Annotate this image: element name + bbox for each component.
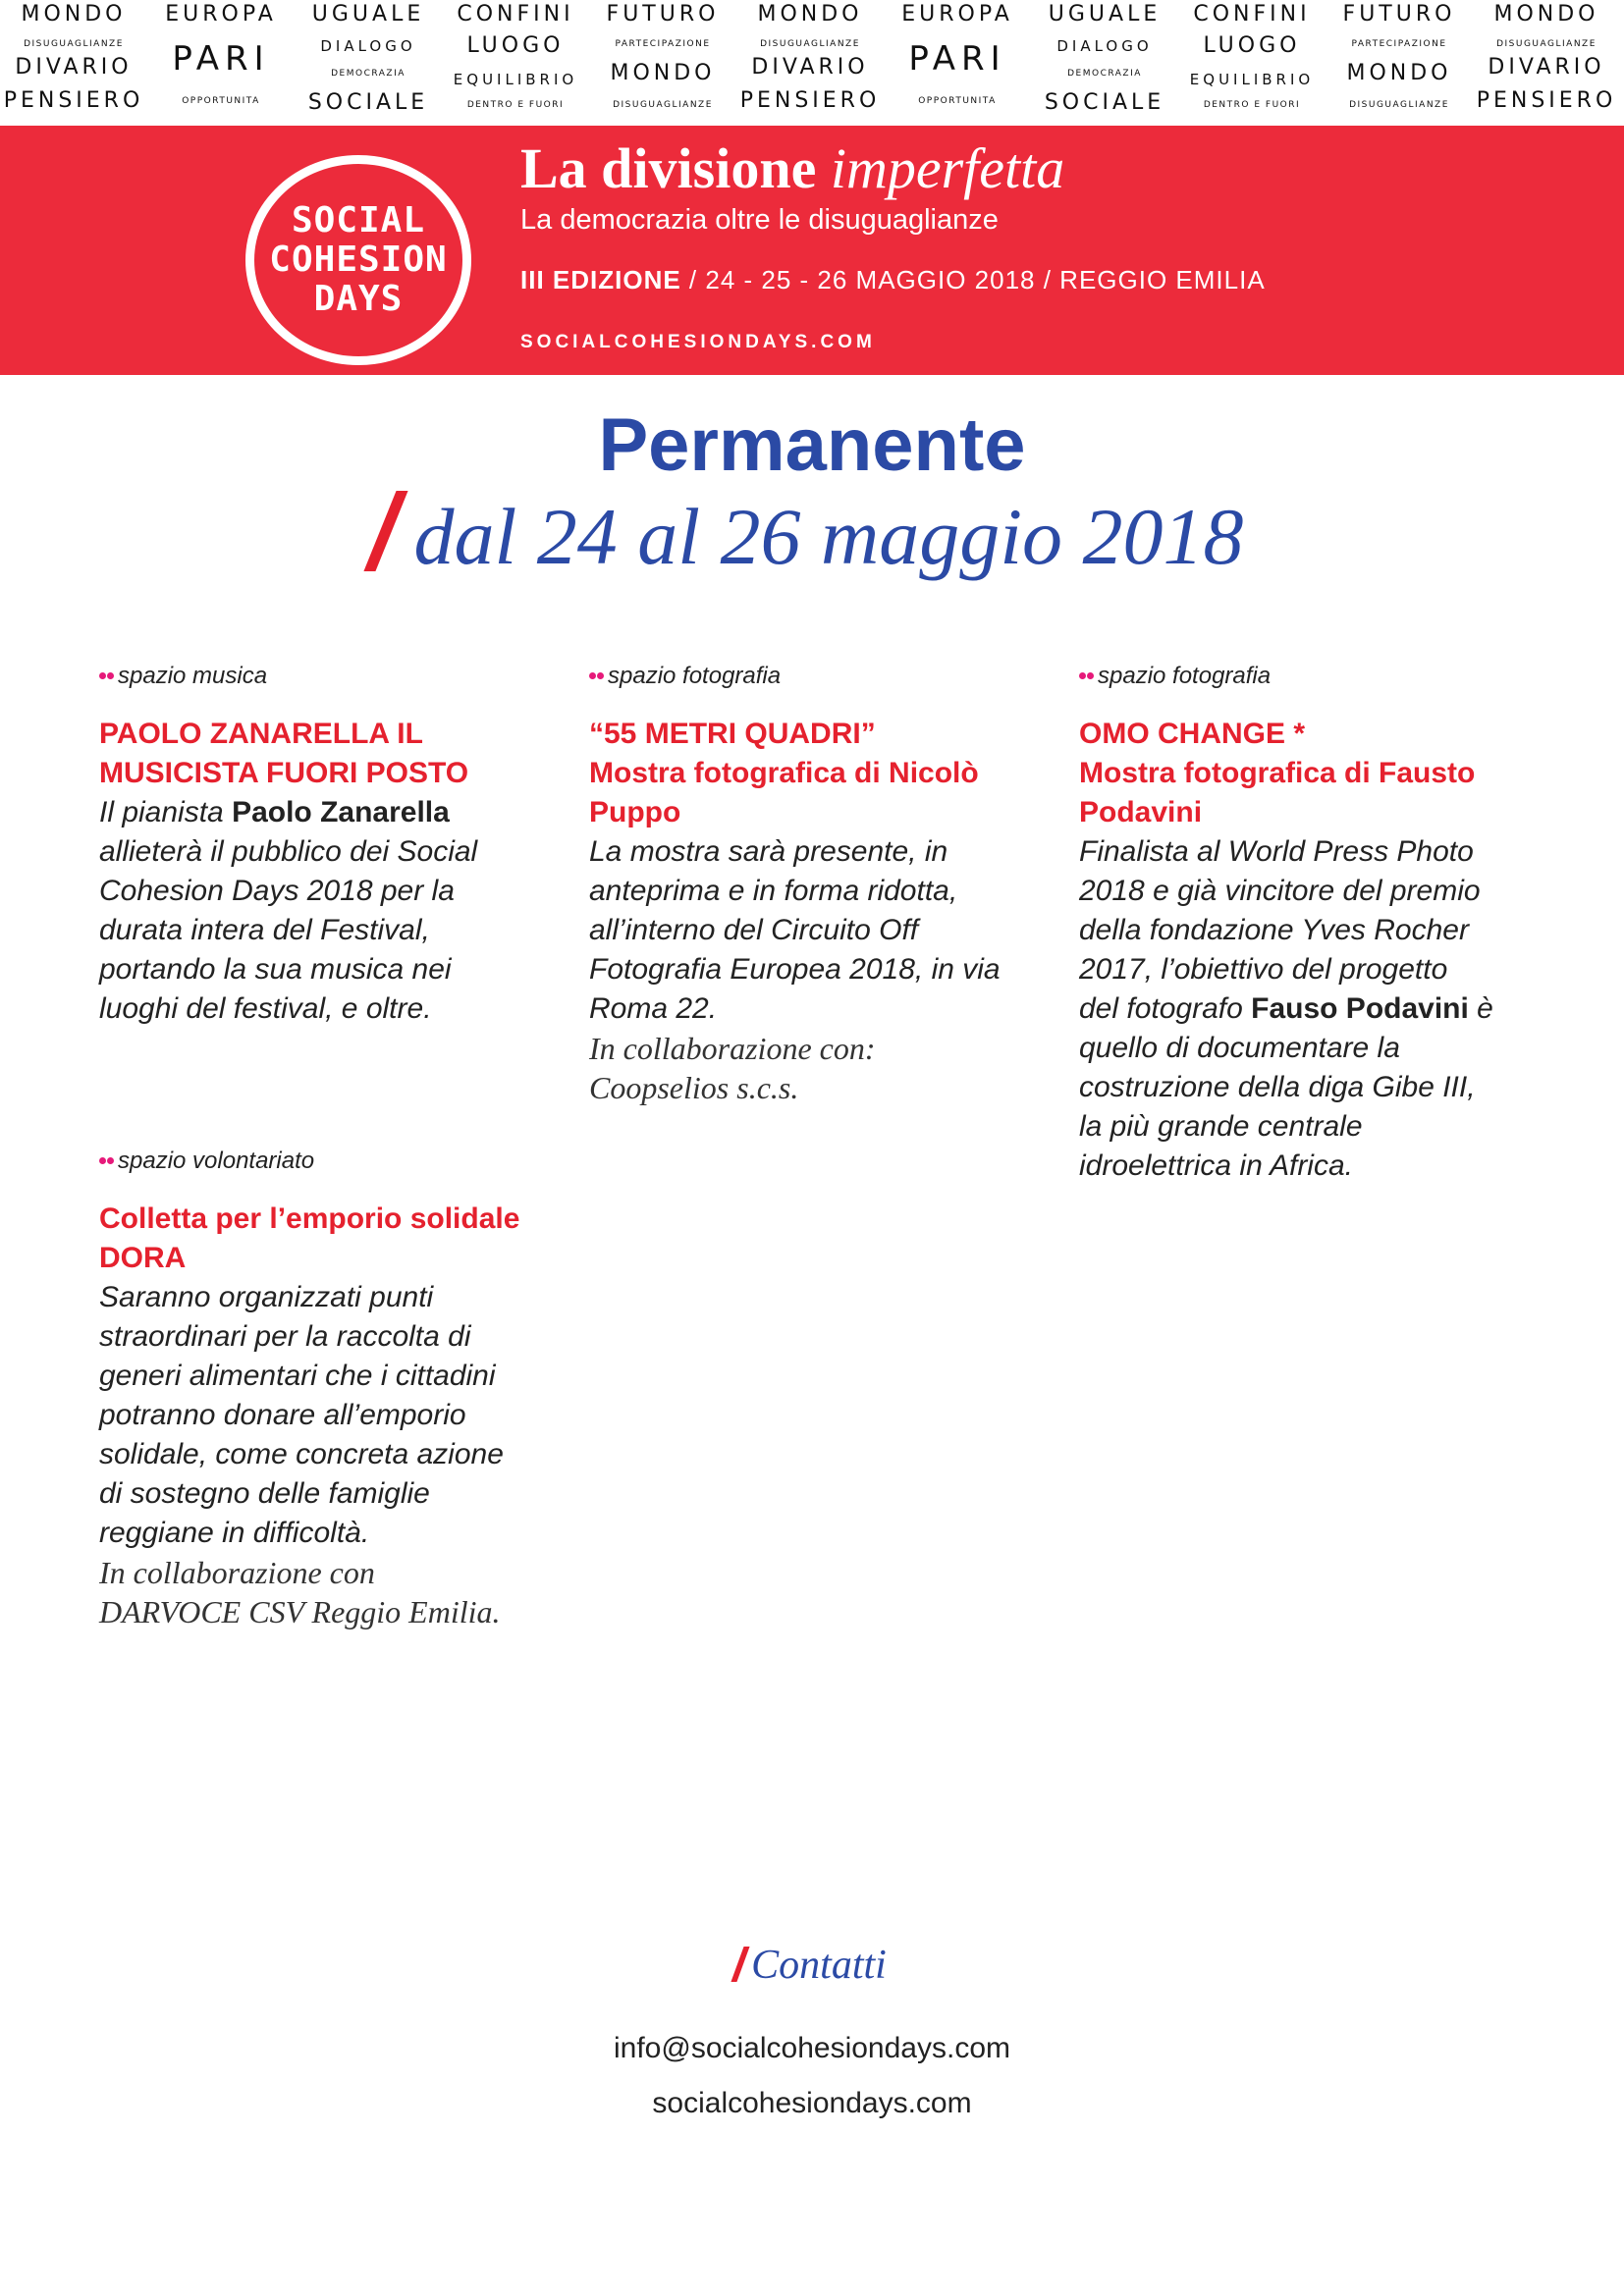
event-category-label: spazio volontariato [118, 1148, 315, 1174]
desc-line: Roma 22. [589, 992, 718, 1025]
festival-title [520, 135, 1064, 201]
desc-line [1079, 989, 1541, 1029]
banner-block [1473, 0, 1620, 126]
banner-word: PARI [908, 39, 1006, 79]
banner-word: SOCIALE [307, 90, 429, 115]
banner-word: DEMOCRAZIA [331, 69, 406, 79]
desc-line: durata intera del Festival, [99, 914, 430, 946]
edition-dates: / 24 - 25 - 26 MAGGIO 2018 / REGGIO EMILIA [680, 265, 1266, 294]
event-block [99, 1145, 561, 1631]
event-block [99, 660, 561, 1029]
logo-line: DAYS [313, 279, 404, 319]
event-title [99, 1200, 561, 1278]
banner-word: DISUGUAGLIANZE [613, 100, 713, 110]
banner-word: FUTURO [1342, 2, 1456, 27]
event-category-label: spazio fotografia [1098, 663, 1272, 689]
event-description [1079, 832, 1541, 1186]
desc-bold: Fauso Podavini [1251, 992, 1469, 1025]
event-category-label: spazio musica [118, 663, 268, 689]
banner-word: FUTURO [606, 2, 720, 27]
banner-word: EUROPA [165, 2, 277, 27]
banner-word: OPPORTUNITÀ [182, 96, 260, 106]
banner-block [736, 0, 884, 126]
banner-word: DIVARIO [1488, 55, 1605, 80]
desc-line: costruzione della diga Gibe III, [1079, 1071, 1476, 1103]
desc-line: La mostra sarà presente, in [589, 835, 948, 868]
desc-text: Il pianista [99, 796, 233, 828]
desc-line: anteprima e in forma ridotta, [589, 875, 958, 907]
desc-line: Cohesion Days 2018 per la [99, 875, 455, 907]
bullet-dots-icon [1079, 672, 1095, 680]
event-block [589, 660, 1051, 1107]
event-title [589, 715, 1051, 832]
desc-line: Finalista al World Press Photo [1079, 835, 1474, 868]
banner-word: MONDO [1493, 2, 1599, 27]
banner-block [442, 0, 589, 126]
event-category-label: spazio fotografia [608, 663, 782, 689]
contact-email[interactable]: info@socialcohesiondays.com [614, 2032, 1010, 2064]
contacts-heading-text: Contatti [751, 1943, 887, 1988]
desc-line: all’interno del Circuito Off [589, 914, 919, 946]
collab-line: In collaborazione con: [589, 1031, 876, 1066]
collab-line: In collaborazione con [99, 1555, 375, 1590]
banner-word: DISUGUAGLIANZE [24, 39, 124, 49]
desc-line: Saranno organizzati punti [99, 1281, 434, 1313]
event-title-line: OMO CHANGE * [1079, 718, 1306, 750]
banner-word: PENSIERO [1476, 88, 1617, 113]
banner-word: PARTECIPAZIONE [615, 39, 711, 49]
bullet-dots-icon [99, 1157, 115, 1165]
banner-word: DIVARIO [15, 55, 133, 80]
event-description [99, 793, 561, 1029]
event-title [1079, 715, 1541, 832]
desc-line: reggiane in difficoltà. [99, 1517, 370, 1549]
desc-line: della fondazione Yves Rocher [1079, 914, 1469, 946]
banner-word: MONDO [610, 61, 716, 85]
banner-word: OPPORTUNITÀ [918, 96, 997, 106]
banner-block [1326, 0, 1473, 126]
banner-word: EQUILIBRIO [453, 71, 578, 88]
festival-title-main: La divisione [520, 136, 831, 200]
banner-word: DISUGUAGLIANZE [760, 39, 860, 49]
event-title [99, 715, 561, 793]
event-title-line: DORA [99, 1242, 187, 1274]
bullet-dots-icon [99, 672, 115, 680]
desc-bold: Paolo Zanarella [232, 796, 450, 828]
event-description [99, 1278, 561, 1553]
banner-word: EQUILIBRIO [1189, 71, 1315, 88]
contact-website[interactable]: socialcohesiondays.com [652, 2087, 972, 2119]
slash-accent [731, 1947, 750, 1982]
banner-word: UGUALE [311, 2, 425, 27]
page-title: Permanente [598, 403, 1026, 487]
desc-line: generi alimentari che i cittadini [99, 1360, 496, 1392]
social-cohesion-days-logo [245, 155, 471, 365]
banner-word: PENSIERO [3, 88, 144, 113]
banner-word: DENTRO E FUORI [1203, 100, 1301, 110]
banner-word: PARI [172, 39, 270, 79]
festival-edition [520, 265, 1266, 295]
bullet-dots-icon [589, 672, 605, 680]
event-block [1079, 660, 1541, 1186]
event-dates [0, 491, 1624, 583]
desc-line: la più grande centrale [1079, 1110, 1363, 1143]
banner-word: PARTECIPAZIONE [1351, 39, 1447, 49]
collab-line: DARVOCE CSV Reggio Emilia. [99, 1594, 501, 1629]
logo-line: COHESION [269, 240, 448, 280]
contacts-heading [0, 1942, 1624, 1989]
festival-title-italic: imperfetta [830, 136, 1065, 200]
event-title-line: Puppo [589, 796, 681, 828]
banner-block [147, 0, 295, 126]
banner-block [0, 0, 147, 126]
event-title-line: “55 METRI QUADRI” [589, 718, 876, 750]
banner-word: DIALOGO [320, 37, 416, 55]
collab-line: Coopselios s.c.s. [589, 1070, 799, 1105]
event-category [99, 1145, 561, 1178]
event-title-line: Mostra fotografica di Nicolò [589, 757, 979, 789]
banner-word: LUOGO [1203, 33, 1301, 58]
event-title-line: MUSICISTA FUORI POSTO [99, 757, 469, 789]
desc-line: potranno donare all’emporio [99, 1399, 466, 1431]
banner-word: DIALOGO [1056, 37, 1153, 55]
banner-block [295, 0, 442, 126]
banner-word: PENSIERO [739, 88, 881, 113]
banner-word: CONFINI [1193, 2, 1311, 27]
banner-block [1178, 0, 1326, 126]
festival-header [0, 126, 1624, 375]
desc-text: del fotografo [1079, 992, 1252, 1025]
desc-line: portando la sua musica nei [99, 953, 452, 986]
banner-word: DEMOCRAZIA [1067, 69, 1142, 79]
event-category [589, 660, 1051, 693]
event-title-line: Colletta per l’emporio solidale [99, 1202, 520, 1235]
desc-line [99, 793, 561, 832]
banner-word: UGUALE [1048, 2, 1162, 27]
desc-text: è [1468, 992, 1493, 1025]
banner-word: MONDO [757, 2, 863, 27]
banner-word: DENTRO E FUORI [466, 100, 565, 110]
banner-block [884, 0, 1031, 126]
banner-word: MONDO [1346, 61, 1452, 85]
desc-line: 2018 e già vincitore del premio [1079, 875, 1481, 907]
desc-line: di sostegno delle famiglie [99, 1477, 430, 1510]
festival-url: SOCIALCOHESIONDAYS.COM [520, 332, 876, 352]
event-title-line: Podavini [1079, 796, 1203, 828]
festival-subtitle: La democrazia oltre le disuguaglianze [520, 204, 999, 236]
event-description [589, 832, 1051, 1029]
banner-word: LUOGO [466, 33, 565, 58]
desc-line: Fotografia Europea 2018, in via [589, 953, 1001, 986]
desc-line: quello di documentare la [1079, 1032, 1400, 1064]
banner-word: DISUGUAGLIANZE [1496, 39, 1597, 49]
logo-line: SOCIAL [291, 200, 426, 240]
banner-block [1031, 0, 1178, 126]
banner-word: DISUGUAGLIANZE [1349, 100, 1449, 110]
desc-line: luoghi del festival, e oltre. [99, 992, 432, 1025]
event-collaboration [99, 1553, 561, 1631]
event-collaboration [589, 1029, 1051, 1107]
event-title-line: PAOLO ZANARELLA IL [99, 718, 423, 750]
event-title-line: Mostra fotografica di Fausto [1079, 757, 1476, 789]
edition-number: III EDIZIONE [520, 265, 681, 294]
banner-word: CONFINI [457, 2, 574, 27]
banner-block [589, 0, 736, 126]
desc-line: straordinari per la raccolta di [99, 1320, 471, 1353]
event-category [99, 660, 561, 693]
desc-line: idroelettrica in Africa. [1079, 1149, 1353, 1182]
banner-word: EUROPA [901, 2, 1013, 27]
event-category [1079, 660, 1541, 693]
event-dates-text: dal 24 al 26 maggio 2018 [413, 492, 1244, 581]
desc-line: allieterà il pubblico dei Social [99, 835, 478, 868]
slash-accent [364, 491, 408, 571]
banner-word: DIVARIO [751, 55, 869, 80]
desc-line: 2017, l’obiettivo del progetto [1079, 953, 1448, 986]
banner-word: MONDO [21, 2, 127, 27]
desc-line: solidale, come concreta azione [99, 1438, 504, 1470]
banner-word: SOCIALE [1044, 90, 1165, 115]
word-banner [0, 0, 1624, 126]
